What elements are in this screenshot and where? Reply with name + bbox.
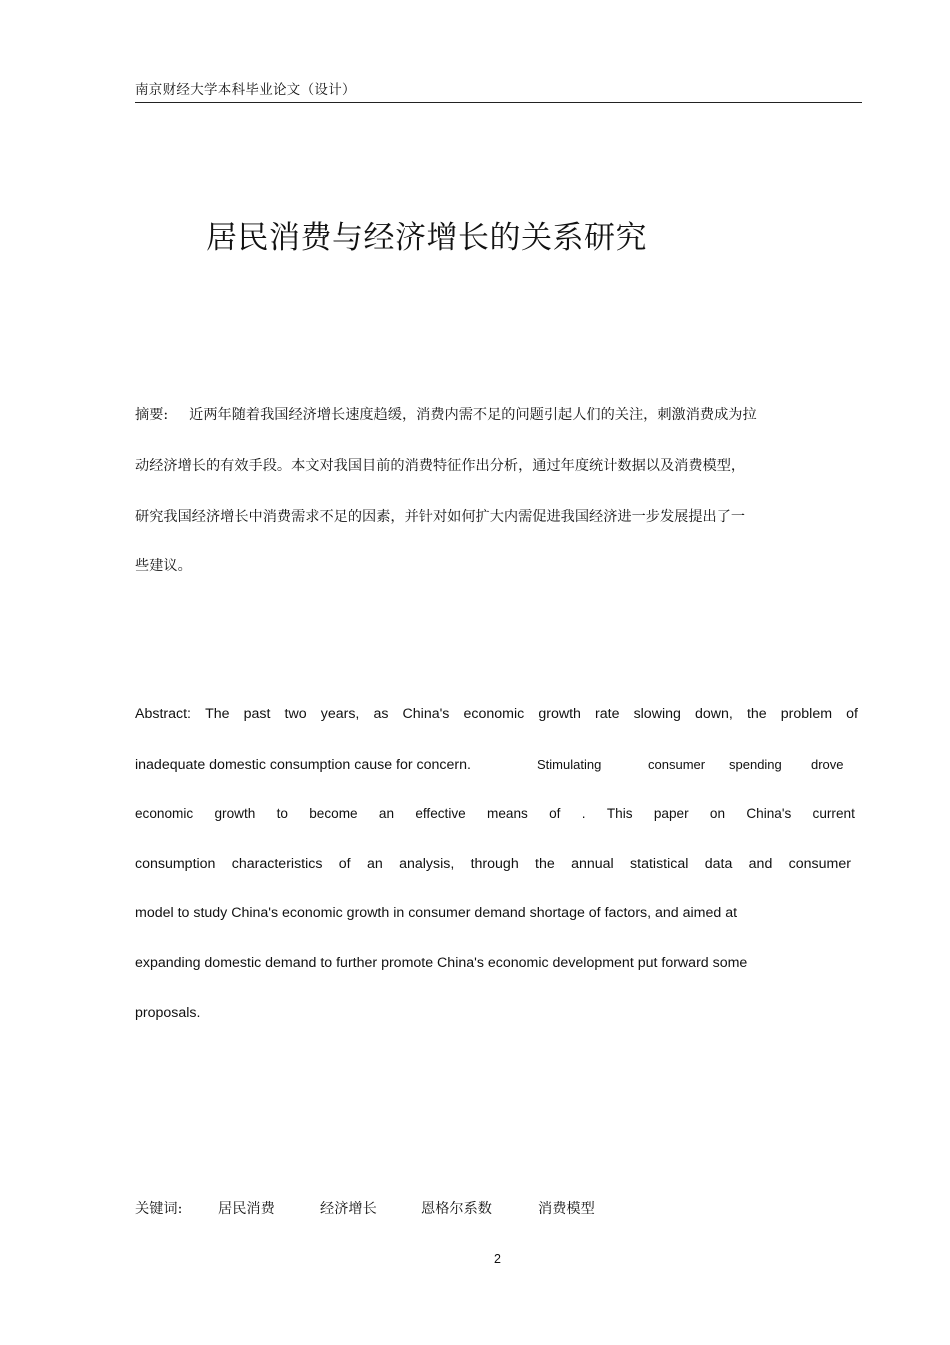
- en-word: the: [535, 856, 555, 872]
- page-header: [135, 76, 862, 103]
- en-word: down,: [694, 706, 733, 722]
- en-word: and: [748, 856, 773, 872]
- en-word: two: [284, 706, 307, 722]
- en-word: drove: [811, 757, 844, 772]
- en-word: of: [549, 806, 561, 821]
- header-text: 南京财经大学本科毕业论文（设计）: [135, 82, 356, 98]
- en-word: means: [487, 806, 528, 821]
- en-word: economic: [463, 706, 525, 722]
- abstract-cn-line-4: 些建议。: [135, 558, 192, 574]
- en-word: The: [205, 706, 230, 722]
- en-word: analysis,: [399, 856, 455, 872]
- en-word: Stimulating: [537, 757, 602, 772]
- en-word: growth: [538, 706, 581, 722]
- abstract-en-line-7: proposals.: [135, 1005, 201, 1021]
- en-word: China's: [402, 706, 450, 722]
- keywords-label: 关键词:: [135, 1201, 183, 1217]
- en-word: to: [276, 806, 288, 821]
- keyword-item: 恩格尔系数: [421, 1201, 492, 1217]
- abstract-cn-line-3: 研究我国经济增长中消费需求不足的因素，并针对如何扩大内需促进我国经济进一步发展提出了一: [135, 509, 746, 525]
- keyword-item: 经济增长: [320, 1201, 377, 1217]
- en-word: characteristics: [231, 856, 323, 872]
- en-word: consumer: [788, 856, 851, 872]
- en-word: consumption: [135, 856, 216, 872]
- en-word: data: [704, 856, 733, 872]
- en-word: annual: [571, 856, 614, 872]
- keyword-item: 居民消费: [218, 1201, 275, 1217]
- en-word: through: [470, 856, 519, 872]
- en-word: past: [243, 706, 271, 722]
- en-word: of: [338, 856, 351, 872]
- abstract-en-line-3: [135, 806, 855, 821]
- keyword-item: 消费模型: [538, 1201, 595, 1217]
- abstract-en-line-2: [135, 757, 847, 773]
- en-word: China's: [746, 806, 792, 821]
- en-word: effective: [415, 806, 466, 821]
- en-word: This: [606, 806, 633, 821]
- page-number: 2: [494, 1252, 501, 1266]
- en-phrase: inadequate domestic consumption cause for concern.: [135, 757, 471, 773]
- en-word: Abstract:: [135, 706, 191, 722]
- paper-title: 居民消费与经济增长的关系研究: [206, 220, 647, 256]
- en-word: become: [309, 806, 358, 821]
- en-word: of: [846, 706, 858, 722]
- en-word: the: [746, 706, 767, 722]
- en-word: an: [378, 806, 395, 821]
- abstract-en-line-6: expanding domestic demand to further promote China's economic development put forward some: [135, 955, 748, 971]
- en-word: consumer: [648, 757, 706, 772]
- en-word: years,: [320, 706, 360, 722]
- en-word: paper: [653, 806, 689, 821]
- abstract-cn-label: 摘要:: [135, 407, 169, 423]
- en-word: problem: [780, 706, 833, 722]
- en-word: statistical: [630, 856, 689, 872]
- en-word: an: [366, 856, 383, 872]
- abstract-cn-line-2: 动经济增长的有效手段。本文对我国目前的消费特征作出分析，通过年度统计数据以及消费模型，: [135, 458, 746, 474]
- en-word: spending: [729, 757, 782, 772]
- en-word: .: [581, 806, 586, 821]
- en-word: rate: [595, 706, 620, 722]
- abstract-en-line-1: [135, 706, 858, 722]
- en-word: growth: [214, 806, 256, 821]
- en-word: economic: [135, 806, 194, 821]
- en-word: current: [812, 806, 855, 821]
- en-word: as: [373, 706, 389, 722]
- en-word: slowing: [633, 706, 681, 722]
- en-word: on: [709, 806, 726, 821]
- abstract-cn-text-1: 近两年随着我国经济增长速度趋缓，消费内需不足的问题引起人们的关注，刺激消费成为拉: [189, 407, 757, 423]
- abstract-cn-line-1: [135, 404, 757, 424]
- abstract-en-line-5: model to study China's economic growth in consumer demand shortage of factors, and aimed at: [135, 905, 738, 921]
- abstract-en-line-4: [135, 856, 851, 872]
